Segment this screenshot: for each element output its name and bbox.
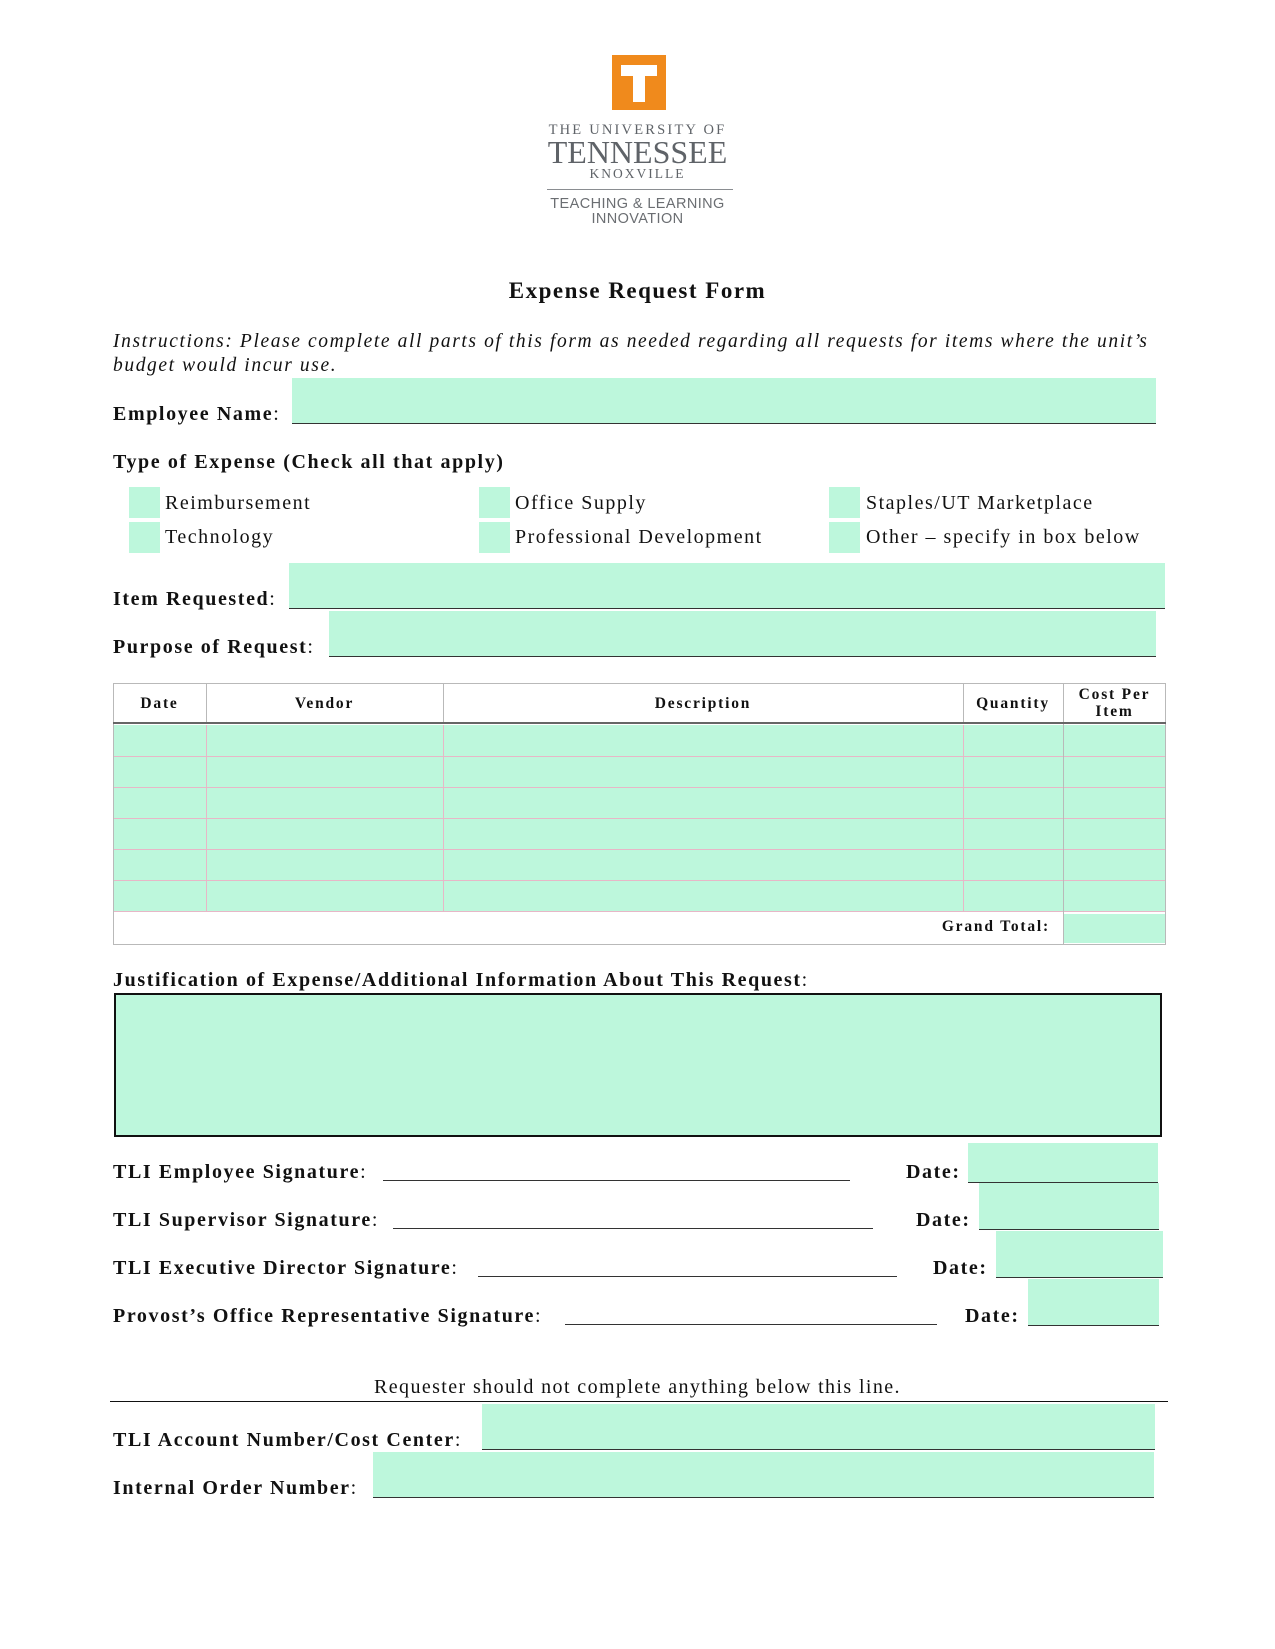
office-supply-checkbox[interactable] [479, 487, 510, 518]
provost-signature-label: Provost’s Office Representative Signature: [113, 1305, 543, 1327]
table-cell-quantity[interactable] [963, 756, 1063, 787]
table-cell-quantity[interactable] [963, 818, 1063, 849]
employee-signature-label-text: TLI Employee Signature [113, 1161, 361, 1183]
account-number-label: TLI Account Number/Cost Center: [113, 1429, 463, 1451]
internal-order-label: Internal Order Number: [113, 1477, 358, 1499]
employee-signature-date-field[interactable] [968, 1143, 1158, 1183]
requester-divider [110, 1401, 1168, 1402]
table-cell-quantity[interactable] [963, 725, 1063, 756]
internal-order-underline [373, 1497, 1154, 1498]
expense-type-heading: Type of Expense (Check all that apply) [113, 451, 505, 473]
supervisor-signature-date-underline [979, 1229, 1159, 1230]
table-divider [443, 725, 444, 911]
table-cell-date[interactable] [114, 725, 206, 756]
justification-label-text: Justification of Expense/Additional Information About This Request [113, 969, 802, 991]
table-cell-description[interactable] [443, 787, 963, 818]
supervisor-signature-label: TLI Supervisor Signature: [113, 1209, 379, 1231]
executive-director-signature-label-text: TLI Executive Director Signature [113, 1257, 452, 1279]
table-cell-date[interactable] [114, 818, 206, 849]
table-cell-date[interactable] [114, 849, 206, 880]
item-requested-label-text: Item Requested [113, 588, 270, 610]
technology-label: Technology [165, 526, 275, 548]
table-header-quantity: Quantity [976, 694, 1050, 712]
table-divider [114, 880, 1165, 881]
justification-label: Justification of Expense/Additional Information About This Request: [113, 969, 809, 991]
table-header-date: Date [140, 694, 179, 712]
staples-marketplace-label: Staples/UT Marketplace [866, 492, 1094, 514]
executive-director-date-field[interactable] [996, 1231, 1163, 1278]
logo-divider [547, 189, 733, 190]
item-requested-underline [289, 608, 1165, 609]
table-cell-cost-per-item[interactable] [1063, 880, 1165, 911]
table-divider [114, 818, 1165, 819]
table-cell-cost-per-item[interactable] [1063, 818, 1165, 849]
table-cell-description[interactable] [443, 725, 963, 756]
logo-text-line1: THE UNIVERSITY OF [548, 122, 727, 138]
employee-signature-date-label: Date: [906, 1161, 961, 1183]
grand-total-label: Grand Total: [941, 918, 1050, 935]
table-cell-vendor[interactable] [206, 818, 443, 849]
provost-date-field[interactable] [1028, 1279, 1159, 1326]
purpose-label: Purpose of Request: [113, 636, 315, 658]
logo-text-line4b: INNOVATION [591, 211, 684, 227]
instructions: Instructions: Please complete all parts of this form as needed regarding all requests for items where the unit’s budget would incur use. [113, 331, 1149, 376]
reimbursement-checkbox[interactable] [129, 487, 160, 518]
other-checkbox[interactable] [829, 522, 860, 553]
table-cell-vendor[interactable] [206, 849, 443, 880]
table-divider [443, 683, 444, 723]
executive-director-signature-line[interactable] [478, 1276, 897, 1277]
supervisor-signature-line[interactable] [393, 1228, 873, 1229]
table-cell-cost-per-item[interactable] [1063, 725, 1165, 756]
purpose-label-text: Purpose of Request [113, 636, 308, 658]
technology-checkbox[interactable] [129, 522, 160, 553]
logo-text-line3: KNOXVILLE [589, 166, 686, 181]
provost-signature-line[interactable] [565, 1324, 937, 1325]
table-cell-cost-per-item[interactable] [1063, 787, 1165, 818]
university-logo [612, 55, 666, 110]
table-divider [114, 756, 1165, 757]
requester-note: Requester should not complete anything below this line. [374, 1376, 901, 1398]
logo-text-line4 [530, 197, 745, 227]
item-requested-label: Item Requested: [113, 588, 277, 610]
reimbursement-label: Reimbursement [165, 492, 312, 514]
table-header-vendor: Vendor [294, 694, 355, 712]
grand-total-field[interactable] [1064, 914, 1165, 943]
other-label: Other – specify in box below [866, 526, 1141, 548]
table-cell-vendor[interactable] [206, 880, 443, 911]
table-divider [206, 725, 207, 911]
internal-order-label-text: Internal Order Number [113, 1477, 351, 1499]
table-divider [114, 911, 1165, 912]
table-cell-description[interactable] [443, 818, 963, 849]
executive-director-date-label: Date: [933, 1257, 988, 1279]
employee-name-label-text: Employee Name [113, 403, 274, 425]
logo-text-line2: TENNESSEE [547, 134, 728, 170]
table-cell-vendor[interactable] [206, 756, 443, 787]
internal-order-field[interactable] [373, 1452, 1154, 1498]
table-divider [963, 683, 964, 723]
table-header-rule [113, 722, 1166, 724]
table-cell-vendor[interactable] [206, 787, 443, 818]
table-cell-date[interactable] [114, 880, 206, 911]
item-requested-field[interactable] [289, 563, 1165, 609]
purpose-field[interactable] [329, 611, 1156, 657]
purpose-underline [329, 656, 1156, 657]
table-divider [114, 787, 1165, 788]
account-number-label-text: TLI Account Number/Cost Center [113, 1429, 455, 1451]
account-number-underline [482, 1449, 1155, 1450]
supervisor-signature-date-field[interactable] [979, 1183, 1159, 1230]
table-cell-quantity[interactable] [963, 849, 1063, 880]
table-cell-description[interactable] [443, 756, 963, 787]
employee-name-field[interactable] [292, 378, 1156, 424]
employee-name-underline [292, 423, 1156, 424]
logo-text-line4a: TEACHING & LEARNING [550, 196, 725, 212]
table-cell-vendor[interactable] [206, 725, 443, 756]
form-title: Expense Request Form [508, 278, 767, 303]
table-divider [206, 683, 207, 723]
table-divider [114, 849, 1165, 850]
table-cell-cost-per-item[interactable] [1063, 849, 1165, 880]
executive-director-signature-label: TLI Executive Director Signature: [113, 1257, 459, 1279]
professional-development-label: Professional Development [515, 526, 763, 548]
staples-marketplace-checkbox[interactable] [829, 487, 860, 518]
table-cell-description[interactable] [443, 880, 963, 911]
table-cell-quantity[interactable] [963, 880, 1063, 911]
employee-signature-label: TLI Employee Signature: [113, 1161, 368, 1183]
table-cell-description[interactable] [443, 849, 963, 880]
table-cell-quantity[interactable] [963, 787, 1063, 818]
supervisor-signature-date-label: Date: [916, 1209, 971, 1231]
provost-date-underline [1028, 1325, 1159, 1326]
table-header-cost-per-item: Cost Per Item [1078, 686, 1151, 720]
justification-textarea[interactable] [114, 993, 1162, 1137]
office-supply-label: Office Supply [515, 492, 647, 514]
table-cell-cost-per-item[interactable] [1063, 756, 1165, 787]
power-t-icon [612, 55, 666, 110]
table-divider [963, 725, 964, 911]
table-cell-date[interactable] [114, 756, 206, 787]
supervisor-signature-label-text: TLI Supervisor Signature [113, 1209, 372, 1231]
provost-date-label: Date: [965, 1305, 1020, 1327]
professional-development-checkbox[interactable] [479, 522, 510, 553]
table-cell-date[interactable] [114, 787, 206, 818]
employee-signature-line[interactable] [383, 1180, 850, 1181]
provost-signature-label-text: Provost’s Office Representative Signature [113, 1305, 536, 1327]
table-header-description: Description [654, 694, 752, 712]
executive-director-date-underline [996, 1277, 1163, 1278]
employee-name-label: Employee Name: [113, 403, 281, 425]
account-number-field[interactable] [482, 1404, 1155, 1450]
